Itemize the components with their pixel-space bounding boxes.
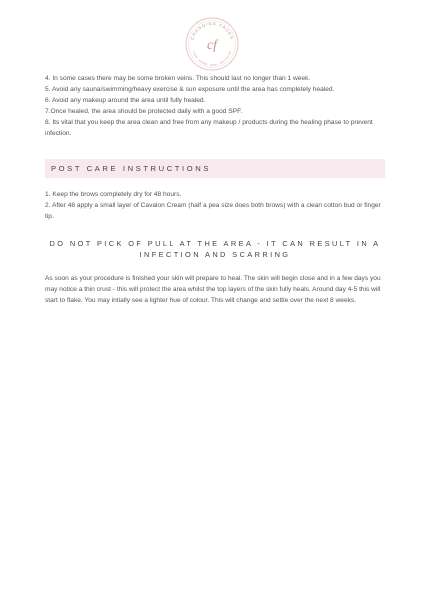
aftercare-list [45,73,385,139]
healing-paragraph [45,273,385,306]
list-item: 2. After 48 apply a small layer of Cavalon Cream (half a pea size does both brows) with a clean cotton bud or finger tip. [45,202,381,220]
list-item: 8. Its vital that you keep the area clean and free from any makeup / products during the healing phase to prevent infection. [45,119,373,137]
logo-text-top: CHANGING FACES [189,20,235,41]
logo-emblem-icon [184,16,240,72]
post-care-list [45,189,385,222]
brand-logo [184,16,240,72]
logo-monogram: cf [206,38,218,53]
warning-line: DO NOT PICK OF PULL AT THE AREA - IT CAN RESULT IN A [49,239,381,248]
list-item: 1. Keep the brows completely dry for 48 hours. [45,191,182,198]
list-item: 5. Avoid any sauna/swimming/heavy exercise & sun exposure until the area has completely healed. [45,86,335,93]
list-item: 6. Avoid any makeup around the area until fully healed. [45,97,206,104]
warning-notice [45,238,385,260]
healing-text: As soon as your procedure is finished your skin will prepare to heal. The skin will begin close and in a few days you may notice a thin crust - this will protect the area whilst the top layers of the skin fully heals. Around day 4-5 this will start to flake. You may intially see a lighter hue of colour. This will change and settle over the next 8 weeks. [45,275,381,304]
warning-line: INFECTION AND SCARRING [139,250,291,259]
logo-text-bottom: LASH · BROW · SKIN · AESTHETIC [191,50,233,68]
list-item: 4. In some cases there may be some broken veins. This should last no longer than 1 week. [45,75,311,82]
post-care-heading: POST CARE INSTRUCTIONS [45,159,385,178]
list-item: 7.Once healed, the area should be protected daily with a good SPF. [45,108,243,115]
